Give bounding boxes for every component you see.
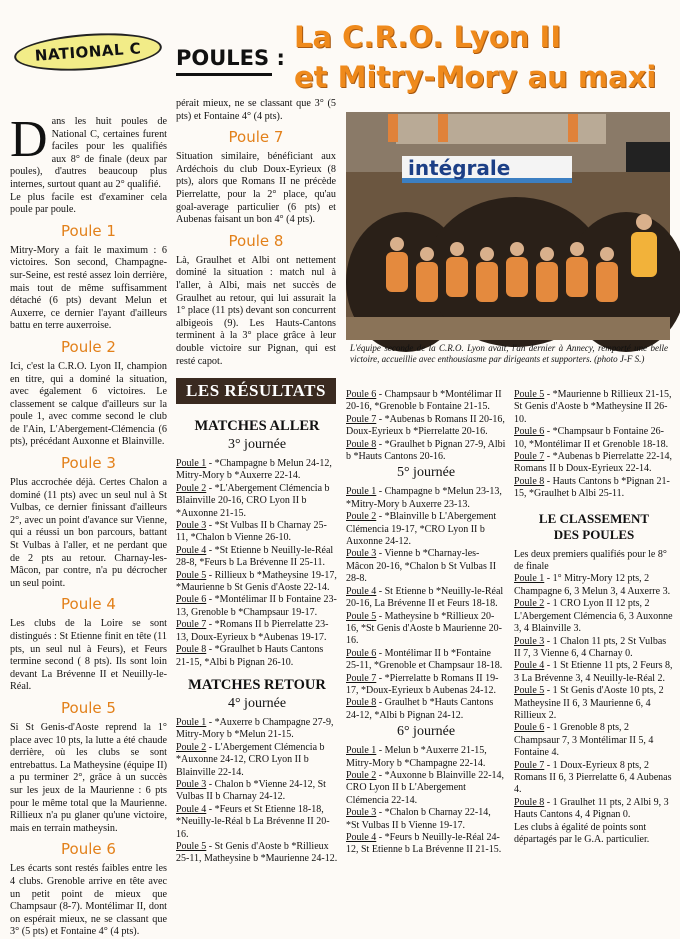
result-row	[346, 832, 506, 857]
result-row	[176, 804, 338, 841]
pool-label: Poule 4	[176, 803, 207, 815]
result-row	[514, 389, 674, 426]
result-row	[346, 611, 506, 648]
result-row	[176, 742, 338, 779]
journee-6-heading: 6° journée	[396, 724, 456, 740]
pool-label: Poule 6	[346, 647, 377, 659]
result-text: - *St Vulbas II b Charnay 25-11, *Chalon b Vienne 26-10.	[176, 520, 327, 544]
result-text: - *Auxerre b Champagne 27-9, Mitry-Mory b *Melun 21-15.	[176, 716, 334, 741]
result-row	[346, 548, 506, 585]
pool-label: Poule 1	[176, 716, 207, 728]
pool-label: Poule 2	[176, 741, 207, 753]
pool-label: Poule 5	[514, 389, 545, 400]
photo-credit: (photo J-F S.)	[594, 354, 645, 364]
journee-4-list-continued	[346, 389, 506, 463]
subheading-poule-6: Poule 6	[61, 840, 116, 859]
photo-caption-text: L'équipe seconde de la C.R.O. Lyon avait, l'an dernier à Annecy, remporté une belle victoire, accueillie avec enthousiasme par dirigeants et supporters.	[350, 343, 668, 364]
pool-label: Poule 5	[346, 610, 377, 622]
result-text: - 1° Mitry-Mory 12 pts, 2 Champagne 6, 3 Melun 3, 4 Auxerre 3.	[514, 573, 671, 597]
pool-label: Poule 4	[346, 585, 377, 597]
result-row	[346, 745, 506, 770]
result-row	[176, 520, 338, 545]
results-heading: LES RÉSULTATS	[176, 378, 336, 404]
poule-4-text: Les clubs de la Loire se sont distingués : St Etienne finit en tête (11 pts, un seul nul à Feurs), et Feurs termine second ( 8 pts). Ils sont loin devant La Brévenne II et Neuilly-le-Réal.	[10, 618, 167, 693]
result-text: - 1 Grenoble 8 pts, 2 Champsaur 7, 3 Montélimar II 5, 4 Fontaine 4.	[514, 722, 654, 759]
result-row	[346, 389, 506, 414]
result-text: - Montélimar II b *Fontaine 25-11, *Grenoble et Champsaur 18-18.	[346, 647, 503, 672]
result-text: - 1 St Genis d'Aoste 10 pts, 2 Matheysine II 6, 3 Maurienne 6, 4 Rillieux 2.	[514, 685, 664, 721]
result-text: - *Montélimar II b Fontaine 23-13, Grenoble b *Champsaur 19-17.	[176, 594, 337, 618]
pool-label: Poule 5	[514, 685, 545, 697]
result-text: - St Genis d'Aoste b *Rillieux 25-11, Matheysine b *Maurienne 24-12.	[176, 840, 338, 865]
poule-6-continued: pérait mieux, ne se classant que 3° (5 pts) et Fontaine 4° (4 pts).	[176, 98, 336, 122]
pool-label: Poule 8	[346, 697, 377, 709]
pool-label: Poule 1	[346, 486, 377, 498]
matches-retour-heading: MATCHES RETOUR	[188, 676, 326, 693]
drop-cap: D	[10, 111, 48, 168]
result-row	[514, 451, 674, 476]
result-row	[514, 760, 674, 797]
intro-text: ans les huit poules de National C, certaines furent faciles pour les qualifiés aux 8° de finale (deux par poules), d'autres beaucoup plus internes, surtout quant au 2° qualifié.	[10, 116, 167, 190]
pool-label: Poule 2	[176, 482, 207, 494]
subheading-poule-7: Poule 7	[228, 128, 284, 147]
journee-6-list	[346, 745, 506, 857]
subheading-poule-8: Poule 8	[228, 231, 284, 250]
pool-label: Poule 3	[176, 520, 207, 532]
team-photo	[346, 112, 670, 340]
result-row	[346, 697, 506, 722]
result-row	[514, 573, 674, 598]
photo-banner-text: intégrale	[408, 156, 511, 180]
standings-heading	[514, 511, 674, 543]
result-row	[176, 545, 338, 570]
result-text: - *Pierrelatte b Romans II 19-17, *Doux-Eyrieux b Aubenas 24-12.	[346, 672, 499, 696]
subheading-poule-4: Poule 4	[61, 595, 116, 614]
pool-label: Poule 7	[346, 413, 377, 425]
journee-4-list	[176, 717, 338, 866]
result-row	[514, 797, 674, 822]
pool-label: Poule 1	[176, 458, 207, 469]
result-text: - St Etienne b *Neuilly-le-Réal 20-16, La Brévenne II et Feurs 18-18.	[346, 585, 504, 610]
section-badge	[13, 29, 163, 75]
result-text: - Graulhet b *Hauts Cantons 24-12, *Albi b Pignan 24-12.	[346, 697, 494, 721]
result-text: - Chalon b *Vienne 24-12, St Vulbas II b Charnay 24-12.	[176, 778, 326, 803]
result-row	[514, 476, 674, 501]
pool-label: Poule 6	[514, 722, 545, 734]
pool-label: Poule 5	[176, 840, 207, 852]
journee-5-list	[346, 486, 506, 722]
result-row	[176, 619, 338, 644]
result-row	[514, 426, 674, 451]
result-row	[514, 660, 674, 685]
result-row	[346, 807, 506, 832]
subheading-poule-1: Poule 1	[61, 221, 116, 240]
pool-label: Poule 3	[514, 635, 545, 647]
result-row	[176, 483, 338, 520]
journee-3-heading: 3° journée	[227, 437, 287, 452]
result-text: - Matheysine b *Rillieux 20-16, *St Genis d'Aoste b Maurienne 20-16.	[346, 610, 502, 647]
pool-label: Poule 6	[346, 389, 377, 400]
result-text: - Vienne b *Charnay-les-Mâcon 20-16, *Chalon b St Vulbas II 28-8.	[346, 548, 497, 585]
result-row	[346, 673, 506, 698]
pool-label: Poule 4	[514, 660, 545, 672]
result-row	[176, 570, 338, 595]
standings-title-1: LE CLASSEMENT	[538, 510, 650, 526]
intro-paragraph	[10, 111, 167, 192]
matches-aller-heading: MATCHES ALLER	[194, 418, 320, 434]
results-column-2	[346, 389, 506, 857]
article-column-1	[10, 111, 167, 939]
pool-label: Poule 3	[176, 778, 207, 790]
pool-label: Poule 6	[176, 594, 207, 606]
results-column-3	[514, 389, 674, 846]
result-text: - *Graulhet b Hauts Cantons 21-15, *Albi b Pignan 26-10.	[176, 644, 324, 668]
poule-8-text: Là, Graulhet et Albi ont nettement dominé la situation : match nul à l'aller, à Albi, mais net succès de Graulhet au retour, qui lui assurait la 1° place (11 pts) devant son concurrent albigeois (9). Les Hauts-Cantons terminent à la 3° place grâce à leur double victoire sur Pignan, qui est resté capot.	[176, 254, 336, 367]
pool-label: Poule 4	[346, 832, 377, 843]
result-text: - Rillieux b *Matheysine 19-17, *Maurienne b St Genis d'Aoste 22-14.	[176, 569, 337, 594]
result-text: - *Chalon b Charnay 22-14, *St Vulbas II b Vienne 19-17.	[346, 807, 491, 831]
result-row	[176, 644, 338, 669]
result-text: - *Auxonne b Blainville 22-14, CRO Lyon II b L'Abergement Clémencia 22-14.	[346, 769, 505, 806]
result-row	[346, 770, 506, 807]
poule-7-text: Situation similaire, bénéficiant aux Ardéchois du club Doux-Eyrieux (8 pts), alors que Romans II ne précède Pierrelatte, pour la 2° place, qu'au goal-average particulier (6 pts) et Aubenas faisant un bon 4° (4 pts).	[176, 151, 336, 226]
result-row	[346, 486, 506, 511]
pool-label: Poule 1	[514, 573, 545, 585]
pool-label: Poule 2	[514, 598, 545, 610]
result-row	[346, 511, 506, 548]
headline-line-2: et Mitry-Mory au maxi	[294, 60, 657, 94]
result-text: - *Feurs b Neuilly-le-Réal 24-12, St Etienne b La Brévenne II 21-15.	[346, 832, 502, 856]
result-text: - 1 Doux-Eyrieux 8 pts, 2 Romans II 6, 3 Pierrelatte 6, 4 Aubenas 4.	[514, 759, 672, 796]
result-row	[514, 685, 674, 722]
pool-label: Poule 3	[346, 807, 377, 819]
subheading-poule-3: Poule 3	[61, 454, 116, 473]
result-text: - *Champsaur b Fontaine 26-10, *Montélimar II et Grenoble 18-18.	[514, 426, 669, 450]
result-text: - *L'Abergement Clémencia b Blainville 20-16, CRO Lyon II b *Auxonne 21-15.	[176, 482, 330, 519]
standings-list	[514, 573, 674, 821]
pool-label: Poule 8	[514, 796, 545, 808]
result-text: - *Aubenas b Pierrelatte 22-14, Romans II b Doux-Eyrieux 22-14.	[514, 451, 673, 475]
result-row	[514, 636, 674, 661]
pool-label: Poule 7	[176, 619, 207, 631]
result-text: - *Blainville b L'Abergement Clémencia 19-17, *CRO Lyon II b Auxonne 24-12.	[346, 511, 497, 548]
pool-label: Poule 8	[346, 438, 377, 450]
pool-label: Poule 7	[514, 759, 545, 771]
subheading-poule-5: Poule 5	[61, 698, 116, 717]
headline-line-1: La C.R.O. Lyon II	[294, 20, 562, 54]
pool-label: Poule 7	[346, 672, 377, 684]
result-row	[346, 414, 506, 439]
poule-6-text: Les écarts sont restés faibles entre les 4 clubs. Grenoble arrive en tête avec un petit point de mieux que Champsaur (8-7). Montélimar II, dont on espérait mieux, ne se classant que 3° (5 pts) et Fontaine 4° (4 pts).	[10, 863, 167, 938]
section-badge-label: NATIONAL C	[34, 39, 142, 65]
standings-note: Les clubs à égalité de points sont départagés par le G.A. particulier.	[514, 821, 650, 845]
result-row	[346, 439, 506, 464]
standings-title-2: DES POULES	[553, 526, 635, 542]
result-text: - *Feurs et St Etienne 18-18, *Neuilly-le-Réal b La Brévenne II 20-16.	[176, 803, 330, 840]
journee-6-list-continued	[514, 389, 674, 501]
subheading-poule-2: Poule 2	[61, 337, 116, 356]
result-text: - Champagne b *Melun 23-13, *Mitry-Mory b Auxerre 23-13.	[346, 486, 502, 510]
poule-2-text: Ici, c'est la C.R.O. Lyon II, champion en titre, qui a dominé la situation, avec également 6 victoires. Le classement se calque d'ailleurs sur la poule 1, avec comme second le club de l'Ain, L'Abergement-Clémencia (6 pts), précédant Auxonne et Blainville.	[10, 360, 167, 448]
result-row	[346, 586, 506, 611]
kicker-underline	[176, 73, 272, 76]
result-text: - 1 CRO Lyon II 12 pts, 2 L'Abergement Clémencia 6, 3 Auxonne 3, 4 Blainville 3.	[514, 598, 673, 635]
pool-label: Poule 7	[514, 451, 545, 463]
result-row	[176, 458, 338, 483]
results-column-1	[176, 410, 338, 866]
poule-1-text: Mitry-Mory a fait le maximum : 6 victoires. Son second, Champagne-sur-Seine, est resté assez loin derrière, mais tout de même suffisamment détaché (6 pts) devant Melun et Auxerre, ce dernier l'ayant d'ailleurs battu en terre auxerroise.	[10, 244, 167, 332]
result-text: - 1 Chalon 11 pts, 2 St Vulbas II 7, 3 Vienne 6, 4 Charnay 0.	[514, 635, 667, 659]
poule-5-text: Si St Genis-d'Aoste reprend la 1° place avec 10 pts, la lutte a été chaude derrière, où les clubs se sont entrebattus. La Matheysine (équipe II) a pu terminer 2°, grâce à un succès sur les jeux de la Maurienne : 6 pts pour le même total que la Maurienne. Rillieux n'a pu glaner qu'une victoire, mais en terrain matheysin.	[10, 721, 167, 834]
result-row	[514, 722, 674, 759]
result-row	[176, 717, 338, 742]
kicker: POULES :	[176, 46, 285, 70]
result-row	[176, 779, 338, 804]
result-text: - L'Abergement Clémencia b *Auxonne 24-12, CRO Lyon II b Blainville 22-14.	[176, 741, 325, 778]
result-text: - *St Etienne b Neuilly-le-Réal 28-8, *Feurs b La Brévenne II 25-11.	[176, 544, 334, 569]
pool-label: Poule 2	[346, 769, 377, 781]
result-row	[514, 598, 674, 635]
result-text: - *Maurienne b Rillieux 21-15, St Genis d'Aoste b *Matheysine II 26-10.	[514, 389, 672, 425]
pool-label: Poule 3	[346, 548, 377, 560]
pool-label: Poule 8	[176, 644, 207, 656]
pool-label: Poule 8	[514, 475, 545, 487]
result-text: - Hauts Cantons b *Pignan 21-15, *Graulhet b Albi 25-11.	[514, 475, 670, 500]
result-text: - 1 St Etienne 11 pts, 2 Feurs 8, 3 La Brévenne 3, 4 Neuilly-le-Réal 2.	[514, 660, 673, 684]
result-text: - *Champagne b Melun 24-12, Mitry-Mory b *Auxerre 22-14.	[176, 458, 332, 482]
poule-3-text: Plus accrochée déjà. Certes Chalon a dominé (11 pts) avec un seul nul à St Vulbas, ce dernier finissant d'ailleurs 2°, avec un point d'avance sur Vienne, qui a réussi un bon parcours, battant St Vulbas à l'aller, et ne perdant que de 2 pts au retour. Charnay-les-Mâcon, par contre, n'a pu décrocher un seul point.	[10, 477, 167, 589]
journee-5-heading: 5° journée	[396, 465, 456, 481]
pool-label: Poule 1	[346, 745, 377, 757]
result-text: - *Graulhet b Pignan 27-9, Albi b *Hauts Cantons 20-16.	[346, 438, 506, 463]
result-row	[176, 841, 338, 866]
result-text: - Melun b *Auxerre 21-15, Mitry-Mory b *Champagne 22-14.	[346, 745, 487, 769]
photo-caption	[350, 343, 668, 365]
team-photo-illustration	[346, 112, 670, 340]
pool-label: Poule 2	[346, 511, 377, 523]
result-text: - *Aubenas b Romans II 20-16, Doux-Eyrieux b *Pierrelatte 20-16.	[346, 413, 505, 438]
result-text: - Champsaur b *Montélimar II 20-16, *Grenoble b Fontaine 21-15.	[346, 389, 502, 413]
intro-paragraph-2: Le plus facile est d'examiner cela poule par poule.	[10, 191, 167, 216]
article-column-2	[176, 98, 336, 368]
pool-label: Poule 4	[176, 544, 207, 556]
result-text: - *Romans II b Pierrelatte 23-13, Doux-Eyrieux b *Aubenas 19-17.	[176, 619, 329, 643]
journee-3-list	[176, 458, 338, 669]
journee-4-heading: 4° journée	[227, 695, 287, 711]
result-text: - 1 Graulhet 11 pts, 2 Albi 9, 3 Hauts Cantons 4, 4 Pignan 0.	[514, 796, 669, 821]
result-row	[346, 648, 506, 673]
standings-intro: Les deux premiers qualifiés pour le 8° de finale	[514, 548, 667, 573]
result-row	[176, 594, 338, 619]
pool-label: Poule 6	[514, 426, 545, 438]
pool-label: Poule 5	[176, 569, 207, 581]
